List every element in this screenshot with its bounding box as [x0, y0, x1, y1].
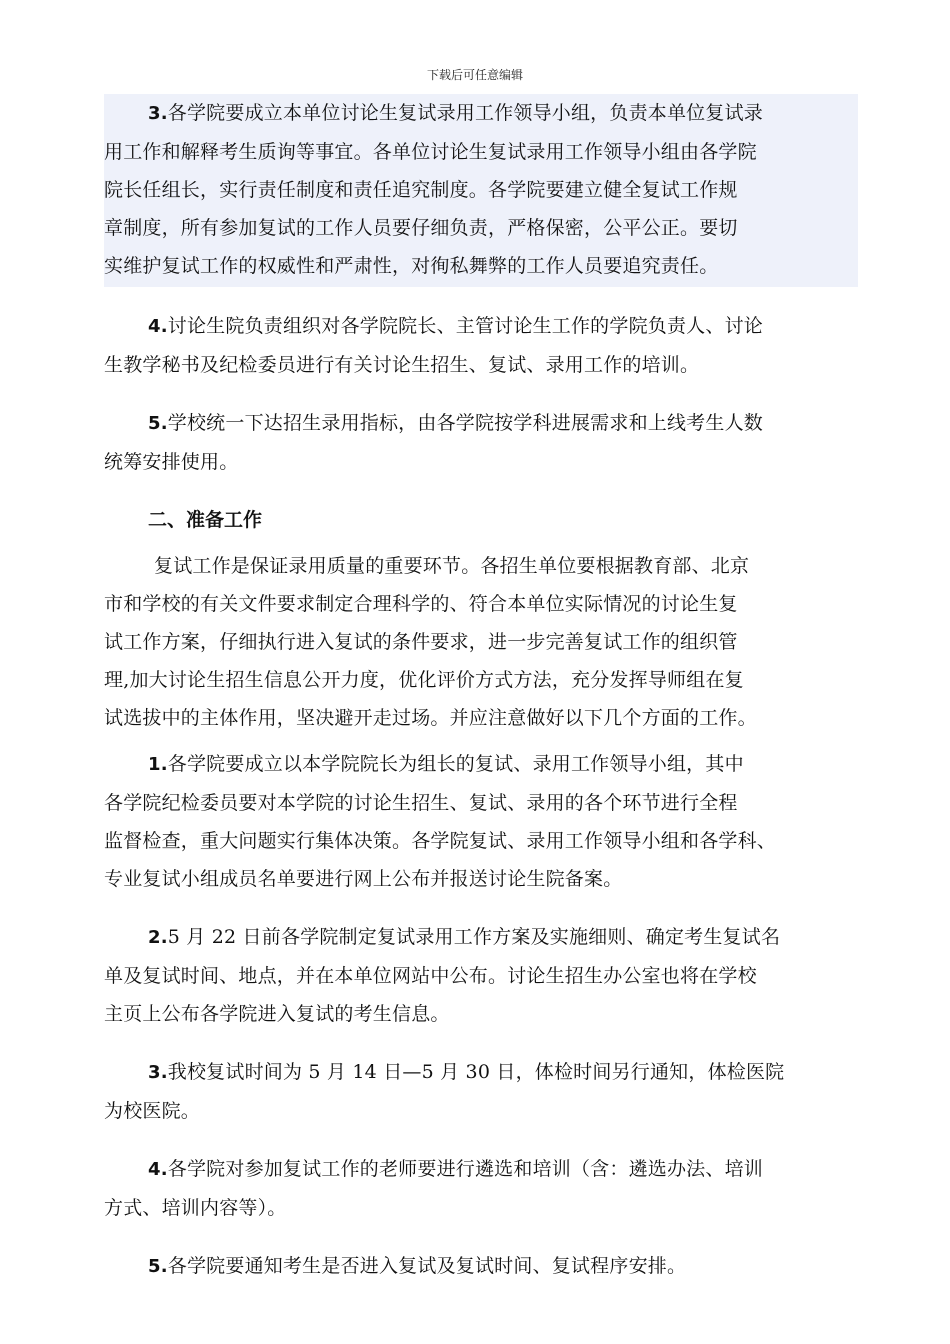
paragraph-3-responsibility — [104, 94, 858, 287]
text-line: 各学院对参加复试工作的老师要进行遴选和培训（含：遴选办法、培训 — [167, 1158, 763, 1180]
paragraph-item-2 — [104, 918, 864, 1033]
page-header: 下载后可任意编辑 — [426, 68, 523, 82]
text-line: 各学院纪检委员要对本学院的讨论生招生、复试、录用的各个环节进行全程 — [104, 792, 738, 814]
item-number: 5. — [148, 413, 168, 434]
paragraph-intro — [104, 547, 864, 737]
text-line: 各学院要成立以本学院院长为组长的复试、录用工作领导小组，其中 — [167, 753, 744, 775]
paragraph-4-training — [104, 307, 864, 384]
text-line: 学校统一下达招生录用指标，由各学院按学科进展需求和上线考生人数 — [167, 412, 763, 434]
text-line: 用工作和解释考生质询等事宜。各单位讨论生复试录用工作领导小组由各学院 — [104, 141, 757, 163]
paragraph-item-5 — [104, 1247, 864, 1286]
text-line: 方式、培训内容等）。 — [104, 1197, 287, 1219]
text-line: 章制度，所有参加复试的工作人员要仔细负责，严格保密，公平公正。要切 — [104, 217, 738, 239]
text-line: 生教学秘书及纪检委员进行有关讨论生招生、复试、录用工作的培训。 — [104, 354, 700, 376]
paragraph-item-3 — [104, 1053, 864, 1130]
item-number: 5. — [148, 1256, 168, 1277]
text-line: 统筹安排使用。 — [104, 451, 239, 473]
text-line: 监督检查，重大问题实行集体决策。各学院复试、录用工作领导小组和各学科、 — [104, 830, 777, 852]
item-number: 4. — [148, 1159, 168, 1180]
document-body — [104, 94, 864, 1286]
item-number: 4. — [148, 316, 168, 337]
text-line: 院长任组长，实行责任制度和责任追究制度。各学院要建立健全复试工作规 — [104, 179, 738, 201]
text-line: 单及复试时间、地点，并在本单位网站中公布。讨论生招生办公室也将在学校 — [104, 965, 757, 987]
text-line: 试工作方案，仔细执行进入复试的条件要求，进一步完善复试工作的组织管 — [104, 631, 738, 653]
paragraph-item-1 — [104, 745, 864, 898]
paragraph-5-quota — [104, 404, 864, 481]
paragraph-item-4 — [104, 1150, 864, 1227]
text-line: 复试工作是保证录用质量的重要环节。各招生单位要根据教育部、北京 — [154, 555, 750, 577]
text-line: 理,加大讨论生招生信息公开力度，优化评价方式方法，充分发挥导师组在复 — [104, 669, 744, 691]
text-line: 实维护复试工作的权威性和严肃性，对徇私舞弊的工作人员要追究责任。 — [104, 255, 719, 277]
text-line: 各学院要成立本单位讨论生复试录用工作领导小组，负责本单位复试录 — [167, 102, 763, 124]
text-line: 试选拔中的主体作用，坚决避开走过场。并应注意做好以下几个方面的工作。 — [104, 707, 757, 729]
text-line: 各学院要通知考生是否进入复试及复试时间、复试程序安排。 — [167, 1255, 687, 1277]
text-line: 市和学校的有关文件要求制定合理科学的、符合本单位实际情况的讨论生复 — [104, 593, 738, 615]
text-line: 讨论生院负责组织对各学院院长、主管讨论生工作的学院负责人、讨论 — [167, 315, 763, 337]
text-line: 为校医院。 — [104, 1100, 201, 1122]
item-number: 1. — [148, 754, 168, 775]
item-number: 2. — [148, 927, 168, 948]
section-heading: 二、准备工作 — [148, 509, 263, 531]
text-line: 5 月 22 日前各学院制定复试录用工作方案及实施细则、确定考生复试名 — [167, 926, 781, 948]
item-number: 3. — [148, 103, 168, 124]
text-line: 专业复试小组成员名单要进行网上公布并报送讨论生院备案。 — [104, 868, 623, 890]
item-number: 3. — [148, 1062, 168, 1083]
text-line: 我校复试时间为 5 月 14 日—5 月 30 日，体检时间另行通知，体检医院 — [167, 1061, 785, 1083]
text-line: 主页上公布各学院进入复试的考生信息。 — [104, 1003, 450, 1025]
